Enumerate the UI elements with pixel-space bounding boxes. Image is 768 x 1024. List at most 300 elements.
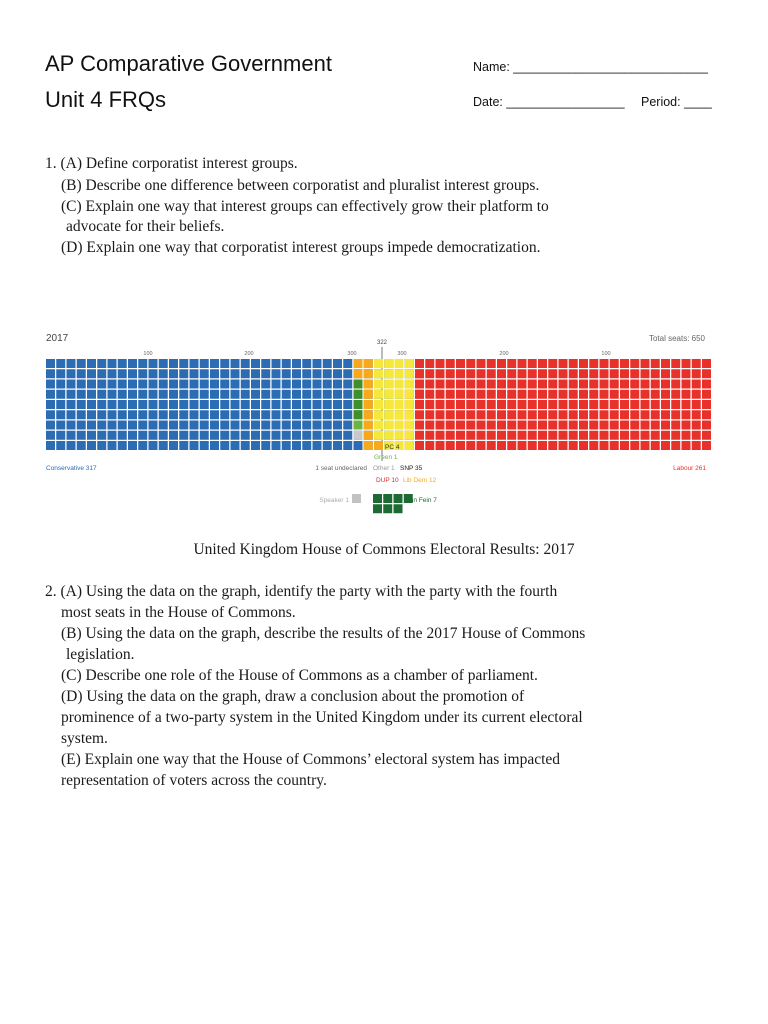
seat-conservative xyxy=(46,359,55,368)
seat-conservative xyxy=(251,441,260,450)
seat-labour xyxy=(600,421,609,430)
seat-labour xyxy=(569,410,578,419)
seat-conservative xyxy=(323,400,332,409)
seat-conservative xyxy=(313,369,322,378)
seat-conservative xyxy=(56,410,65,419)
seat-conservative xyxy=(138,359,147,368)
seat-labour xyxy=(559,390,568,399)
seat-conservative xyxy=(313,431,322,440)
seat-conservative xyxy=(323,369,332,378)
seat-snp xyxy=(374,380,383,389)
seat-labour xyxy=(702,421,711,430)
seat-conservative xyxy=(108,410,117,419)
seat-conservative xyxy=(149,369,158,378)
seat-conservative xyxy=(67,431,76,440)
seat-labour xyxy=(436,359,445,368)
seat-labour xyxy=(507,421,516,430)
seat-labour xyxy=(466,369,475,378)
seat-conservative xyxy=(241,441,250,450)
seat-labour xyxy=(548,369,557,378)
seat-conservative xyxy=(200,410,209,419)
seat-labour xyxy=(600,380,609,389)
seat-conservative xyxy=(77,390,86,399)
seat-snp xyxy=(405,400,414,409)
q1-part-c-cont: advocate for their beliefs. xyxy=(66,218,225,235)
seat-conservative xyxy=(261,390,270,399)
seat-conservative xyxy=(231,441,240,450)
seat-conservative xyxy=(333,359,342,368)
seat-conservative xyxy=(77,410,86,419)
seat-labour xyxy=(436,380,445,389)
legend-sinn-fein: Sinn Fein 7 xyxy=(404,497,437,504)
seat-conservative xyxy=(200,359,209,368)
seat-labour xyxy=(569,400,578,409)
seat-conservative xyxy=(282,421,291,430)
seat-snp xyxy=(374,400,383,409)
seat-labour xyxy=(579,359,588,368)
seat-labour xyxy=(497,359,506,368)
seat-labour xyxy=(446,421,455,430)
seat-conservative xyxy=(149,431,158,440)
seat-conservative xyxy=(118,431,127,440)
seat-conservative xyxy=(333,390,342,399)
seat-lib-dem xyxy=(364,431,373,440)
seat-labour xyxy=(651,441,660,450)
tick-label-right-200: 200 xyxy=(499,351,509,357)
seat-lib-dem xyxy=(364,380,373,389)
seat-labour xyxy=(559,400,568,409)
seat-conservative xyxy=(179,410,188,419)
seat-conservative xyxy=(313,359,322,368)
seat-labour xyxy=(497,390,506,399)
seat-labour xyxy=(548,441,557,450)
seat-conservative xyxy=(149,400,158,409)
seat-labour xyxy=(518,410,527,419)
seat-conservative xyxy=(190,369,199,378)
seat-labour xyxy=(702,400,711,409)
legend-lib-dem: Lib Dem 12 xyxy=(403,477,437,484)
seat-sinn-fein xyxy=(383,504,392,513)
seat-conservative xyxy=(231,431,240,440)
seat-labour xyxy=(528,441,537,450)
seat-labour xyxy=(425,431,434,440)
seat-labour xyxy=(559,359,568,368)
seat-conservative xyxy=(210,410,219,419)
seat-labour xyxy=(518,359,527,368)
seat-labour xyxy=(651,421,660,430)
seat-labour xyxy=(661,380,670,389)
seat-labour xyxy=(507,390,516,399)
seat-conservative xyxy=(169,441,178,450)
seat-labour xyxy=(661,441,670,450)
q1-part-d: (D) Explain one way that corporatist interest groups impede democratization. xyxy=(61,239,541,256)
seat-labour xyxy=(641,421,650,430)
seat-labour xyxy=(661,359,670,368)
seat-conservative xyxy=(87,390,96,399)
seat-conservative xyxy=(169,421,178,430)
seat-conservative xyxy=(282,400,291,409)
seat-conservative xyxy=(179,380,188,389)
seat-labour xyxy=(528,421,537,430)
seat-conservative xyxy=(46,380,55,389)
seat-conservative xyxy=(56,380,65,389)
seat-conservative xyxy=(343,441,352,450)
seat-labour xyxy=(528,359,537,368)
period-field: Period: ____ xyxy=(641,95,712,109)
seat-labour xyxy=(507,441,516,450)
seat-conservative xyxy=(149,441,158,450)
seat-snp xyxy=(384,359,393,368)
seat-snp xyxy=(384,410,393,419)
seat-labour xyxy=(487,369,496,378)
seat-labour xyxy=(630,421,639,430)
seat-conservative xyxy=(97,421,106,430)
seat-labour xyxy=(497,441,506,450)
seat-labour xyxy=(559,369,568,378)
seat-labour xyxy=(610,410,619,419)
seat-labour xyxy=(497,410,506,419)
seat-labour xyxy=(446,431,455,440)
seat-labour xyxy=(487,390,496,399)
seat-labour xyxy=(538,410,547,419)
seat-conservative xyxy=(77,380,86,389)
seat-labour xyxy=(415,380,424,389)
seat-labour xyxy=(456,410,465,419)
seat-conservative xyxy=(261,421,270,430)
seat-conservative xyxy=(200,441,209,450)
seat-labour xyxy=(487,431,496,440)
seat-labour xyxy=(620,390,629,399)
seat-conservative xyxy=(56,421,65,430)
seat-labour xyxy=(661,369,670,378)
seat-conservative xyxy=(190,390,199,399)
seat-labour xyxy=(456,441,465,450)
seat-labour xyxy=(415,400,424,409)
seat-conservative xyxy=(200,400,209,409)
seat-labour xyxy=(579,369,588,378)
seat-conservative xyxy=(231,390,240,399)
seat-labour xyxy=(589,359,598,368)
seat-labour xyxy=(569,421,578,430)
seat-conservative xyxy=(56,369,65,378)
seat-conservative xyxy=(323,359,332,368)
seat-lib-dem xyxy=(374,441,383,450)
seat-conservative xyxy=(343,431,352,440)
seat-labour xyxy=(497,421,506,430)
seat-labour xyxy=(518,380,527,389)
seat-conservative xyxy=(272,431,281,440)
seat-labour xyxy=(671,431,680,440)
seat-labour xyxy=(415,431,424,440)
seat-conservative xyxy=(77,369,86,378)
seat-labour xyxy=(641,441,650,450)
seat-conservative xyxy=(333,369,342,378)
seat-labour xyxy=(425,400,434,409)
seat-conservative xyxy=(67,390,76,399)
seat-conservative xyxy=(292,390,301,399)
seat-conservative xyxy=(159,431,168,440)
seat-conservative xyxy=(343,400,352,409)
seat-conservative xyxy=(302,421,311,430)
seat-conservative xyxy=(241,431,250,440)
seat-conservative xyxy=(128,441,137,450)
seat-conservative xyxy=(87,421,96,430)
seat-conservative xyxy=(169,431,178,440)
seat-labour xyxy=(466,421,475,430)
seat-conservative xyxy=(46,410,55,419)
seat-conservative xyxy=(220,421,229,430)
seat-labour xyxy=(600,410,609,419)
chart-caption: United Kingdom House of Commons Electoral Results: 2017 xyxy=(193,541,575,558)
seat-conservative xyxy=(138,380,147,389)
seat-labour xyxy=(620,380,629,389)
seat-labour xyxy=(466,380,475,389)
seat-conservative xyxy=(220,359,229,368)
seat-conservative xyxy=(333,410,342,419)
seat-labour xyxy=(456,359,465,368)
tick-label-left-100: 100 xyxy=(143,351,153,357)
seat-conservative xyxy=(282,431,291,440)
seat-labour xyxy=(415,390,424,399)
seat-conservative xyxy=(210,359,219,368)
seat-conservative xyxy=(200,380,209,389)
seat-conservative xyxy=(343,421,352,430)
seat-labour xyxy=(589,380,598,389)
seat-labour xyxy=(436,441,445,450)
seat-labour xyxy=(548,359,557,368)
seat-snp xyxy=(395,380,404,389)
seat-snp xyxy=(395,390,404,399)
seat-conservative xyxy=(251,390,260,399)
seat-labour xyxy=(682,431,691,440)
seat-labour xyxy=(682,400,691,409)
seat-conservative xyxy=(333,400,342,409)
seat-conservative xyxy=(272,400,281,409)
seat-lib-dem xyxy=(354,359,363,368)
seat-conservative xyxy=(67,400,76,409)
seat-sinn-fein xyxy=(383,494,392,503)
seat-labour xyxy=(682,369,691,378)
seat-conservative xyxy=(128,390,137,399)
seat-green xyxy=(354,421,363,430)
seat-snp xyxy=(384,431,393,440)
seat-conservative xyxy=(46,369,55,378)
seat-lib-dem xyxy=(364,390,373,399)
seat-lib-dem xyxy=(364,359,373,368)
seat-snp xyxy=(395,369,404,378)
seat-labour xyxy=(620,421,629,430)
seat-labour xyxy=(548,390,557,399)
seat-conservative xyxy=(251,400,260,409)
seat-conservative xyxy=(149,390,158,399)
seat-labour xyxy=(610,380,619,389)
seat-conservative xyxy=(138,390,147,399)
seat-snp xyxy=(384,380,393,389)
seat-labour xyxy=(415,441,424,450)
seat-labour xyxy=(702,359,711,368)
q2-part-e: (E) Explain one way that the House of Commons’ electoral system has impacted xyxy=(61,751,561,768)
seat-labour xyxy=(507,431,516,440)
seat-labour xyxy=(671,400,680,409)
seat-labour xyxy=(589,390,598,399)
seat-conservative xyxy=(282,369,291,378)
legend-speaker: Speaker 1 xyxy=(319,497,349,504)
seat-labour xyxy=(425,380,434,389)
seat-labour xyxy=(692,390,701,399)
seat-conservative xyxy=(251,410,260,419)
q1-part-c: (C) Explain one way that interest groups can effectively grow their platform to xyxy=(61,198,549,215)
seat-labour xyxy=(538,390,547,399)
seat-labour xyxy=(466,410,475,419)
seat-conservative xyxy=(190,431,199,440)
seat-conservative xyxy=(128,400,137,409)
seat-labour xyxy=(641,369,650,378)
seat-conservative xyxy=(313,400,322,409)
seat-labour xyxy=(651,431,660,440)
seat-labour xyxy=(641,410,650,419)
seat-conservative xyxy=(251,359,260,368)
seat-conservative xyxy=(261,400,270,409)
seat-conservative xyxy=(292,359,301,368)
seat-labour xyxy=(610,400,619,409)
seat-labour xyxy=(507,359,516,368)
seat-labour xyxy=(559,410,568,419)
seat-conservative xyxy=(138,369,147,378)
seat-labour xyxy=(538,431,547,440)
seat-conservative xyxy=(159,441,168,450)
seat-conservative xyxy=(138,421,147,430)
seat-labour xyxy=(589,441,598,450)
seat-conservative xyxy=(108,421,117,430)
seat-snp xyxy=(374,369,383,378)
seat-conservative xyxy=(118,400,127,409)
seat-conservative xyxy=(220,380,229,389)
seat-conservative xyxy=(210,390,219,399)
seat-labour xyxy=(702,390,711,399)
seat-labour xyxy=(600,369,609,378)
seat-conservative xyxy=(77,431,86,440)
seat-labour xyxy=(579,410,588,419)
seat-labour xyxy=(620,410,629,419)
seat-labour xyxy=(538,400,547,409)
seat-labour xyxy=(641,380,650,389)
seat-labour xyxy=(507,410,516,419)
seat-conservative xyxy=(343,380,352,389)
q1-part-a: 1. (A) Define corporatist interest groups. xyxy=(45,155,298,172)
seat-conservative xyxy=(108,369,117,378)
seat-conservative xyxy=(87,400,96,409)
seat-conservative xyxy=(323,390,332,399)
seat-conservative xyxy=(241,390,250,399)
seat-snp xyxy=(395,421,404,430)
seat-conservative xyxy=(56,441,65,450)
seat-labour xyxy=(630,359,639,368)
seat-conservative xyxy=(77,421,86,430)
tick-label-left-300: 300 xyxy=(347,351,357,357)
seat-labour xyxy=(497,380,506,389)
seat-snp xyxy=(374,390,383,399)
seat-snp xyxy=(395,400,404,409)
seat-pc xyxy=(354,390,363,399)
seat-labour xyxy=(518,400,527,409)
seat-conservative xyxy=(292,369,301,378)
seat-conservative xyxy=(241,369,250,378)
seat-labour xyxy=(610,421,619,430)
seat-conservative xyxy=(56,390,65,399)
seat-conservative xyxy=(179,421,188,430)
seat-labour xyxy=(682,441,691,450)
seat-conservative xyxy=(97,359,106,368)
legend-green: Green 1 xyxy=(374,454,398,461)
seat-labour xyxy=(507,369,516,378)
seat-labour xyxy=(538,441,547,450)
seat-conservative xyxy=(354,441,363,450)
seat-labour xyxy=(538,421,547,430)
seat-snp xyxy=(384,369,393,378)
seat-labour xyxy=(620,431,629,440)
seat-lib-dem xyxy=(364,441,373,450)
seat-labour xyxy=(671,390,680,399)
seat-labour xyxy=(589,369,598,378)
waffle-right-block xyxy=(354,359,712,450)
seat-labour xyxy=(559,380,568,389)
seat-conservative xyxy=(323,380,332,389)
legend-snp: SNP 35 xyxy=(400,465,423,472)
seat-conservative xyxy=(159,380,168,389)
seat-labour xyxy=(466,431,475,440)
seat-conservative xyxy=(128,359,137,368)
seat-conservative xyxy=(190,441,199,450)
seat-sinn-fein xyxy=(373,494,382,503)
seat-sinn-fein xyxy=(373,504,382,513)
seat-labour xyxy=(651,380,660,389)
seat-labour xyxy=(456,400,465,409)
seat-labour xyxy=(569,390,578,399)
seat-snp xyxy=(405,390,414,399)
seat-snp xyxy=(384,400,393,409)
seat-conservative xyxy=(292,421,301,430)
seat-labour xyxy=(569,369,578,378)
seat-labour xyxy=(477,400,486,409)
seat-conservative xyxy=(108,431,117,440)
seat-labour xyxy=(425,369,434,378)
seat-labour xyxy=(456,369,465,378)
seat-labour xyxy=(620,359,629,368)
seat-conservative xyxy=(241,380,250,389)
seat-conservative xyxy=(200,421,209,430)
seat-conservative xyxy=(272,421,281,430)
seat-conservative xyxy=(118,441,127,450)
seat-labour xyxy=(497,431,506,440)
seat-conservative xyxy=(97,431,106,440)
seat-labour xyxy=(610,441,619,450)
seat-conservative xyxy=(87,369,96,378)
seat-labour xyxy=(641,359,650,368)
seat-conservative xyxy=(159,421,168,430)
seat-conservative xyxy=(200,390,209,399)
seat-conservative xyxy=(282,380,291,389)
seat-conservative xyxy=(67,421,76,430)
seat-conservative xyxy=(261,369,270,378)
seat-labour xyxy=(661,431,670,440)
q2-part-b: (B) Using the data on the graph, describe the results of the 2017 House of Commons xyxy=(61,625,586,642)
seat-conservative xyxy=(118,390,127,399)
seat-conservative xyxy=(87,431,96,440)
seat-labour xyxy=(518,421,527,430)
seat-conservative xyxy=(220,431,229,440)
seat-labour xyxy=(425,421,434,430)
seat-conservative xyxy=(128,369,137,378)
